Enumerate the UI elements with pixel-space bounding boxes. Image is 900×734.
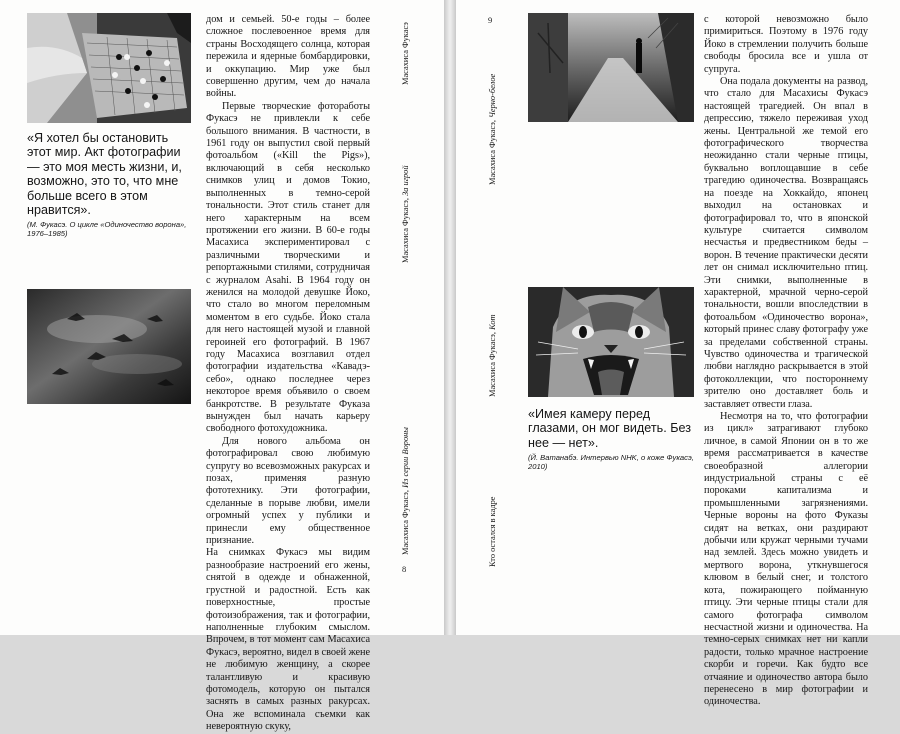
- page-number: 9: [488, 16, 493, 25]
- caption-label-top: Масахиса Фукасэ, Черно-белое: [488, 73, 497, 185]
- right-body-text: [704, 14, 868, 709]
- quote-source: (Й. Ватанабэ. Интервью NHK, о коже Фукасэ, 2010): [528, 453, 694, 472]
- caption-label-mid: Масахиса Фукасэ, За игрой: [401, 165, 410, 263]
- right-page: [456, 0, 900, 708]
- crows-blur-photo: [27, 289, 191, 404]
- paragraph: На снимках Фукасэ мы видим разнообразие настроений его жены, снятой в одежде и обнаженной, грустной и радостной. Есть как поверхностные, простые фотоизображения, так и фотографии, наполненные глубоким смыслом. Впрочем, в тот момент сам Масахиса Фукасэ, вероятно, видел в своей жене не любимую женщину, а скорее талантливую и красивую фотомодель, которую он пытался заснять в самых разных ракурсах. Она же вспоминала съемки как невероятную скуку,: [206, 547, 370, 733]
- paragraph: Она подала документы на развод, что стало для Масахисы Фукасэ настоящей трагедией. Он впал в депрессию, тяжело переживая уход жены. Центральной же темой его фотографического творчества неожиданно стали черные птицы, буквально воплощавшие в себе трагедию одиночества. Возвращаясь на поезде на Хоккайдо, японец выходил на остановках и фотографировал то, что в японской культуре считается символом несчастья и предвестником беды – ворон. В течение практически десяти лет он снимал исключительно птиц. Эти снимки, выполненные в характерной, мрачной черно-серой тональности, вошли впоследствии в фотоальбом «Одиночество ворона», который принес славу фотографу уже за пределами собственной страны. Чувство одиночества и трагической любви наглядно раскрывается в этой фотоколлекции, что постороннему зрителю оно доставляет боль и заставляет отвести глаза.: [704, 76, 868, 410]
- photo-quote: [528, 407, 696, 471]
- caption-label-mid: Масахиса Фукасэ, Кот: [488, 314, 497, 397]
- photo-quote: [27, 131, 195, 238]
- paragraph: Первые творческие фотоработы Фукасэ не привлекли к себе большого внимания. В частности, в 1961 году он выпустил свой первый фотоальбом («Kill the Pigs»), включающий в себя несколько снимков улиц и домов Токио, выполненных в темно-серой тональности. Этот стиль станет для него характерным на всем протяжении его жизни. В 60-е годы Масахиса экспериментировал с различными творческими и репортажными стилями, сотрудничая с журналом Asahi. В 1964 году он женился на молодой девушке Йоко, что стало во многом переломным моментом в его судьбе. Йоко стала для него настоящей музой и главной героиней его фотографий. В 1967 году Масахиса возглавил отдел фотографии издательства «Кавадэ-себо», однако последнее через некоторое время объявило о своем банкротстве. В результате Фуказа вынужден был начать карьеру свободного фотохудожника.: [206, 100, 370, 435]
- paragraph: Несмотря на то, что фотографии из цикл» затрагивают глубоко личное, в самой Японии он в то же время рассматривается в качестве своеобразной аллегории индустриальной страны с её пороками капитализма и промышленными загрязнениями. Черные вороны на фото Фуказы сидят на ветках, они раздирают добычи или кружат черными тучами над землей. Здесь можно увидеть и мертвого ворона, уткнувшегося клювом в белый снег, и толстого кота, пожирающего пойманную птицу. Эти черные птицы стали для самого фотографа символом несчастной жизни и одиночества. На темно-серых снимках нет ни капли радости, только мрачное настроение скорби и горечи. Как будто все отчаяние и одиночество автора было перенесено в мир фотографии и одиночества.: [704, 411, 868, 708]
- caption-label-bottom: Масахиса Фукасэ, Из серии Вороны: [401, 427, 410, 555]
- quote-text: «Я хотел бы остановить этот мир. Акт фотографии — это моя месть жизни, и, возможно, это то, что мне больше всего в этом нравится».: [27, 131, 182, 218]
- book-gutter: [444, 0, 456, 635]
- paragraph: Для нового альбома он фотографировал свою любимую супругу во всевозможных ракурсах и позах, применяя разную фототехнику. Эти фотографии, сделанные в порыве любви, имели огромный успех у публики и принесли ему общественное признание.: [206, 435, 370, 547]
- paragraph: с которой невозможно было примириться. Поэтому в 1976 году Йоко в стремлении получить больше свободы бросила все и ушла от супруга.: [704, 14, 868, 75]
- street-snow-photo: [528, 13, 694, 122]
- go-board-photo: [27, 13, 191, 123]
- quote-text: «Имея камеру перед глазами, он мог видеть. Без нее — нет».: [528, 407, 691, 450]
- caption-label-top: Масахиса Фукасэ: [401, 22, 410, 85]
- paragraph: дом и семьей. 50-е годы – более сложное послевоенное время для страны Восходящего солнца, которая пережила и ядерные бомбардировки, и оккупацию. Мир уже был совершенно другим, чем до начала войны.: [206, 14, 370, 100]
- left-page: [0, 0, 444, 733]
- cat-photo: [528, 287, 694, 397]
- caption-label-bottom: Кто остался в кадре: [488, 496, 497, 567]
- quote-source: (М. Фукасэ. О цикле «Одиночество ворона», 1976–1985): [27, 220, 187, 239]
- left-body-text: [206, 14, 370, 734]
- page-number: 8: [402, 565, 407, 574]
